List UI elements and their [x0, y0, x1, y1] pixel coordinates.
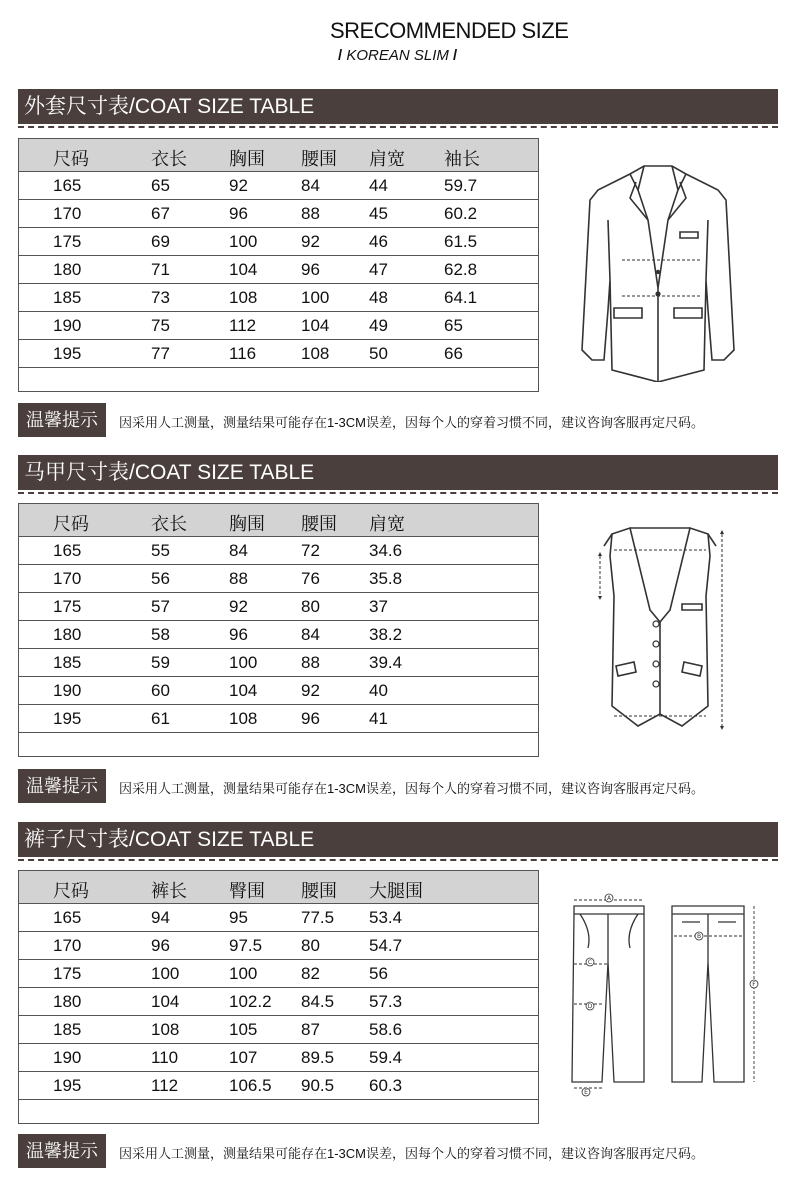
table-cell: 170: [53, 204, 82, 223]
column-header: 肩宽: [369, 514, 405, 534]
table-cell: 96: [229, 204, 248, 223]
table-cell: 170: [53, 936, 82, 955]
table-row: [19, 705, 538, 733]
table-cell: 45: [369, 204, 388, 223]
vest-tip: [18, 769, 778, 803]
table-cell: 180: [53, 625, 82, 644]
table-row: [19, 932, 538, 960]
table-cell: 110: [151, 1048, 179, 1067]
page-subtitle: / KOREAN SLIM /: [338, 47, 458, 64]
table-header-row: [19, 871, 538, 904]
column-header: 衣长: [151, 514, 187, 534]
table-cell: 106.5: [229, 1076, 272, 1095]
tip-text: 因采用人工测量，测量结果可能存在1-3CM误差，因每个人的穿着习惯不同，建议咨询客服再定尺码。: [119, 781, 705, 796]
column-header: 腰围: [301, 514, 337, 534]
subtitle-text: KOREAN SLIM: [346, 47, 449, 64]
table-cell: 84: [301, 176, 320, 195]
table-row: [19, 172, 538, 200]
tip-text: 因采用人工测量，测量结果可能存在1-3CM误差，因每个人的穿着习惯不同，建议咨询客服再定尺码。: [119, 415, 705, 430]
table-cell: 88: [229, 569, 248, 588]
table-cell: 100: [301, 288, 330, 307]
column-header: 衣长: [151, 149, 187, 169]
table-cell: 90.5: [301, 1076, 335, 1095]
table-cell: 71: [151, 260, 170, 279]
column-header: 胸围: [229, 149, 265, 169]
table-cell: 62.8: [444, 260, 478, 279]
table-cell: 61: [151, 709, 170, 728]
marker-b: B: [696, 933, 702, 941]
column-header: 大腿围: [369, 881, 423, 901]
table-cell: 69: [151, 232, 170, 251]
table-row: [19, 677, 538, 705]
table-cell: 185: [53, 653, 82, 672]
table-cell: 65: [151, 176, 170, 195]
table-cell: 112: [151, 1076, 179, 1095]
table-cell: 59.7: [444, 176, 478, 195]
coat-size-table: [18, 138, 539, 392]
table-cell: 84: [229, 541, 248, 560]
table-cell: 77.5: [301, 908, 335, 927]
tip-label: 温馨提示: [18, 403, 106, 437]
table-cell: 170: [53, 569, 82, 588]
table-cell: 76: [301, 569, 320, 588]
table-cell: 180: [53, 992, 82, 1011]
pants-tip: [18, 1134, 778, 1168]
table-cell: 104: [229, 681, 258, 700]
table-cell: 87: [301, 1020, 320, 1039]
table-cell: 100: [229, 653, 258, 672]
table-cell: 60.3: [369, 1076, 403, 1095]
pants-size-table: [18, 870, 539, 1124]
table-cell: 60.2: [444, 204, 478, 223]
table-cell: 185: [53, 288, 82, 307]
table-cell: 82: [301, 964, 320, 983]
table-cell: 190: [53, 1048, 82, 1067]
table-cell: 89.5: [301, 1048, 335, 1067]
table-cell: 175: [53, 597, 82, 616]
table-cell: 97.5: [229, 936, 263, 955]
table-header-row: [19, 139, 538, 172]
table-cell: 49: [369, 316, 388, 335]
table-row: [19, 284, 538, 312]
table-cell: 40: [369, 681, 388, 700]
table-row: [19, 593, 538, 621]
table-cell: 48: [369, 288, 388, 307]
table-cell: 96: [301, 260, 320, 279]
table-cell: 95: [229, 908, 248, 927]
table-cell: 38.2: [369, 625, 403, 644]
table-row: [19, 1016, 538, 1044]
table-cell: 50: [369, 344, 388, 363]
table-cell: 116: [229, 344, 257, 363]
table-cell: 75: [151, 316, 170, 335]
table-cell: 96: [151, 936, 170, 955]
column-header: 肩宽: [369, 149, 405, 169]
table-cell: 77: [151, 344, 170, 363]
table-cell: 104: [301, 316, 330, 335]
table-cell: 56: [369, 964, 388, 983]
table-cell: 100: [229, 232, 258, 251]
table-row: [19, 340, 538, 368]
table-cell: 107: [229, 1048, 258, 1067]
table-cell: 65: [444, 316, 463, 335]
column-header: 裤长: [151, 881, 187, 901]
table-cell: 195: [53, 344, 82, 363]
vest-size-table: [18, 503, 539, 757]
table-row: [19, 1044, 538, 1072]
table-row: [19, 960, 538, 988]
table-cell: 66: [444, 344, 463, 363]
table-row: [19, 256, 538, 284]
coat-section-divider: [18, 126, 778, 128]
table-cell: 73: [151, 288, 170, 307]
table-cell: 54.7: [369, 936, 403, 955]
table-cell: 59.4: [369, 1048, 403, 1067]
column-header: 腰围: [301, 881, 337, 901]
table-row: [19, 904, 538, 932]
column-header: 腰围: [301, 149, 337, 169]
table-cell: 195: [53, 709, 82, 728]
table-cell: 112: [229, 316, 257, 335]
column-header: 袖长: [444, 149, 480, 169]
table-cell: 100: [229, 964, 258, 983]
table-cell: 175: [53, 964, 82, 983]
table-cell: 84.5: [301, 992, 335, 1011]
marker-e: E: [584, 1089, 588, 1097]
table-cell: 108: [229, 288, 258, 307]
table-cell: 165: [53, 908, 82, 927]
table-cell: 94: [151, 908, 170, 927]
table-cell: 102.2: [229, 992, 272, 1011]
column-header: 尺码: [53, 149, 89, 169]
table-cell: 39.4: [369, 653, 403, 672]
column-header: 尺码: [53, 514, 89, 534]
table-cell: 35.8: [369, 569, 403, 588]
table-cell: 104: [151, 992, 180, 1011]
table-cell: 108: [229, 709, 258, 728]
vest-section-divider: [18, 492, 778, 494]
table-cell: 88: [301, 653, 320, 672]
coat-section-title: 外套尺寸表/COAT SIZE TABLE: [18, 89, 778, 124]
pants-section-title: 裤子尺寸表/COAT SIZE TABLE: [18, 822, 778, 857]
tip-text: 因采用人工测量，测量结果可能存在1-3CM误差，因每个人的穿着习惯不同，建议咨询客服再定尺码。: [119, 1146, 705, 1161]
table-cell: 88: [301, 204, 320, 223]
table-row: [19, 1072, 538, 1100]
table-row: [19, 621, 538, 649]
table-cell: 92: [301, 232, 320, 251]
table-row: [19, 312, 538, 340]
table-cell: 47: [369, 260, 388, 279]
table-cell: 108: [301, 344, 330, 363]
table-cell: 37: [369, 597, 388, 616]
table-cell: 44: [369, 176, 388, 195]
table-cell: 175: [53, 232, 82, 251]
table-cell: 67: [151, 204, 170, 223]
table-row: [19, 200, 538, 228]
table-header-row: [19, 504, 538, 537]
table-cell: 190: [53, 316, 82, 335]
table-row-empty: [19, 1100, 538, 1127]
column-header: 臀围: [229, 881, 265, 901]
table-cell: 92: [301, 681, 320, 700]
table-cell: 61.5: [444, 232, 478, 251]
table-row: [19, 649, 538, 677]
table-cell: 180: [53, 260, 82, 279]
tip-label: 温馨提示: [18, 1134, 106, 1168]
table-cell: 64.1: [444, 288, 478, 307]
marker-a: A: [606, 895, 612, 903]
table-cell: 56: [151, 569, 170, 588]
table-cell: 41: [369, 709, 388, 728]
table-cell: 190: [53, 681, 82, 700]
vest-section-title: 马甲尺寸表/COAT SIZE TABLE: [18, 455, 778, 490]
page-title: SRECOMMENDED SIZE: [330, 18, 569, 43]
table-cell: 53.4: [369, 908, 403, 927]
table-cell: 59: [151, 653, 170, 672]
marker-f: F: [752, 981, 756, 989]
table-cell: 80: [301, 936, 320, 955]
table-cell: 55: [151, 541, 170, 560]
trousers-icon: [568, 892, 764, 1102]
column-header: 胸围: [229, 514, 265, 534]
table-cell: 72: [301, 541, 320, 560]
table-row-empty: [19, 368, 538, 395]
table-cell: 105: [229, 1020, 258, 1039]
table-cell: 96: [301, 709, 320, 728]
table-cell: 96: [229, 625, 248, 644]
table-cell: 100: [151, 964, 180, 983]
tip-label: 温馨提示: [18, 769, 106, 803]
table-row-empty: [19, 733, 538, 760]
suit-jacket-icon: [578, 160, 738, 382]
table-cell: 58: [151, 625, 170, 644]
table-row: [19, 988, 538, 1016]
table-cell: 165: [53, 176, 82, 195]
table-cell: 195: [53, 1076, 82, 1095]
column-header: 尺码: [53, 881, 89, 901]
table-cell: 58.6: [369, 1020, 403, 1039]
table-cell: 57.3: [369, 992, 403, 1011]
table-row: [19, 565, 538, 593]
table-cell: 34.6: [369, 541, 403, 560]
table-cell: 60: [151, 681, 170, 700]
table-cell: 165: [53, 541, 82, 560]
coat-tip: [18, 403, 778, 437]
table-cell: 92: [229, 176, 248, 195]
table-cell: 104: [229, 260, 258, 279]
table-cell: 185: [53, 1020, 82, 1039]
table-cell: 80: [301, 597, 320, 616]
table-row: [19, 228, 538, 256]
marker-d: D: [587, 1003, 593, 1011]
table-cell: 57: [151, 597, 170, 616]
table-cell: 46: [369, 232, 388, 251]
pants-section-divider: [18, 859, 778, 861]
table-cell: 92: [229, 597, 248, 616]
vest-icon: [590, 526, 750, 734]
table-cell: 108: [151, 1020, 180, 1039]
table-cell: 84: [301, 625, 320, 644]
table-row: [19, 537, 538, 565]
marker-c: C: [587, 959, 593, 967]
